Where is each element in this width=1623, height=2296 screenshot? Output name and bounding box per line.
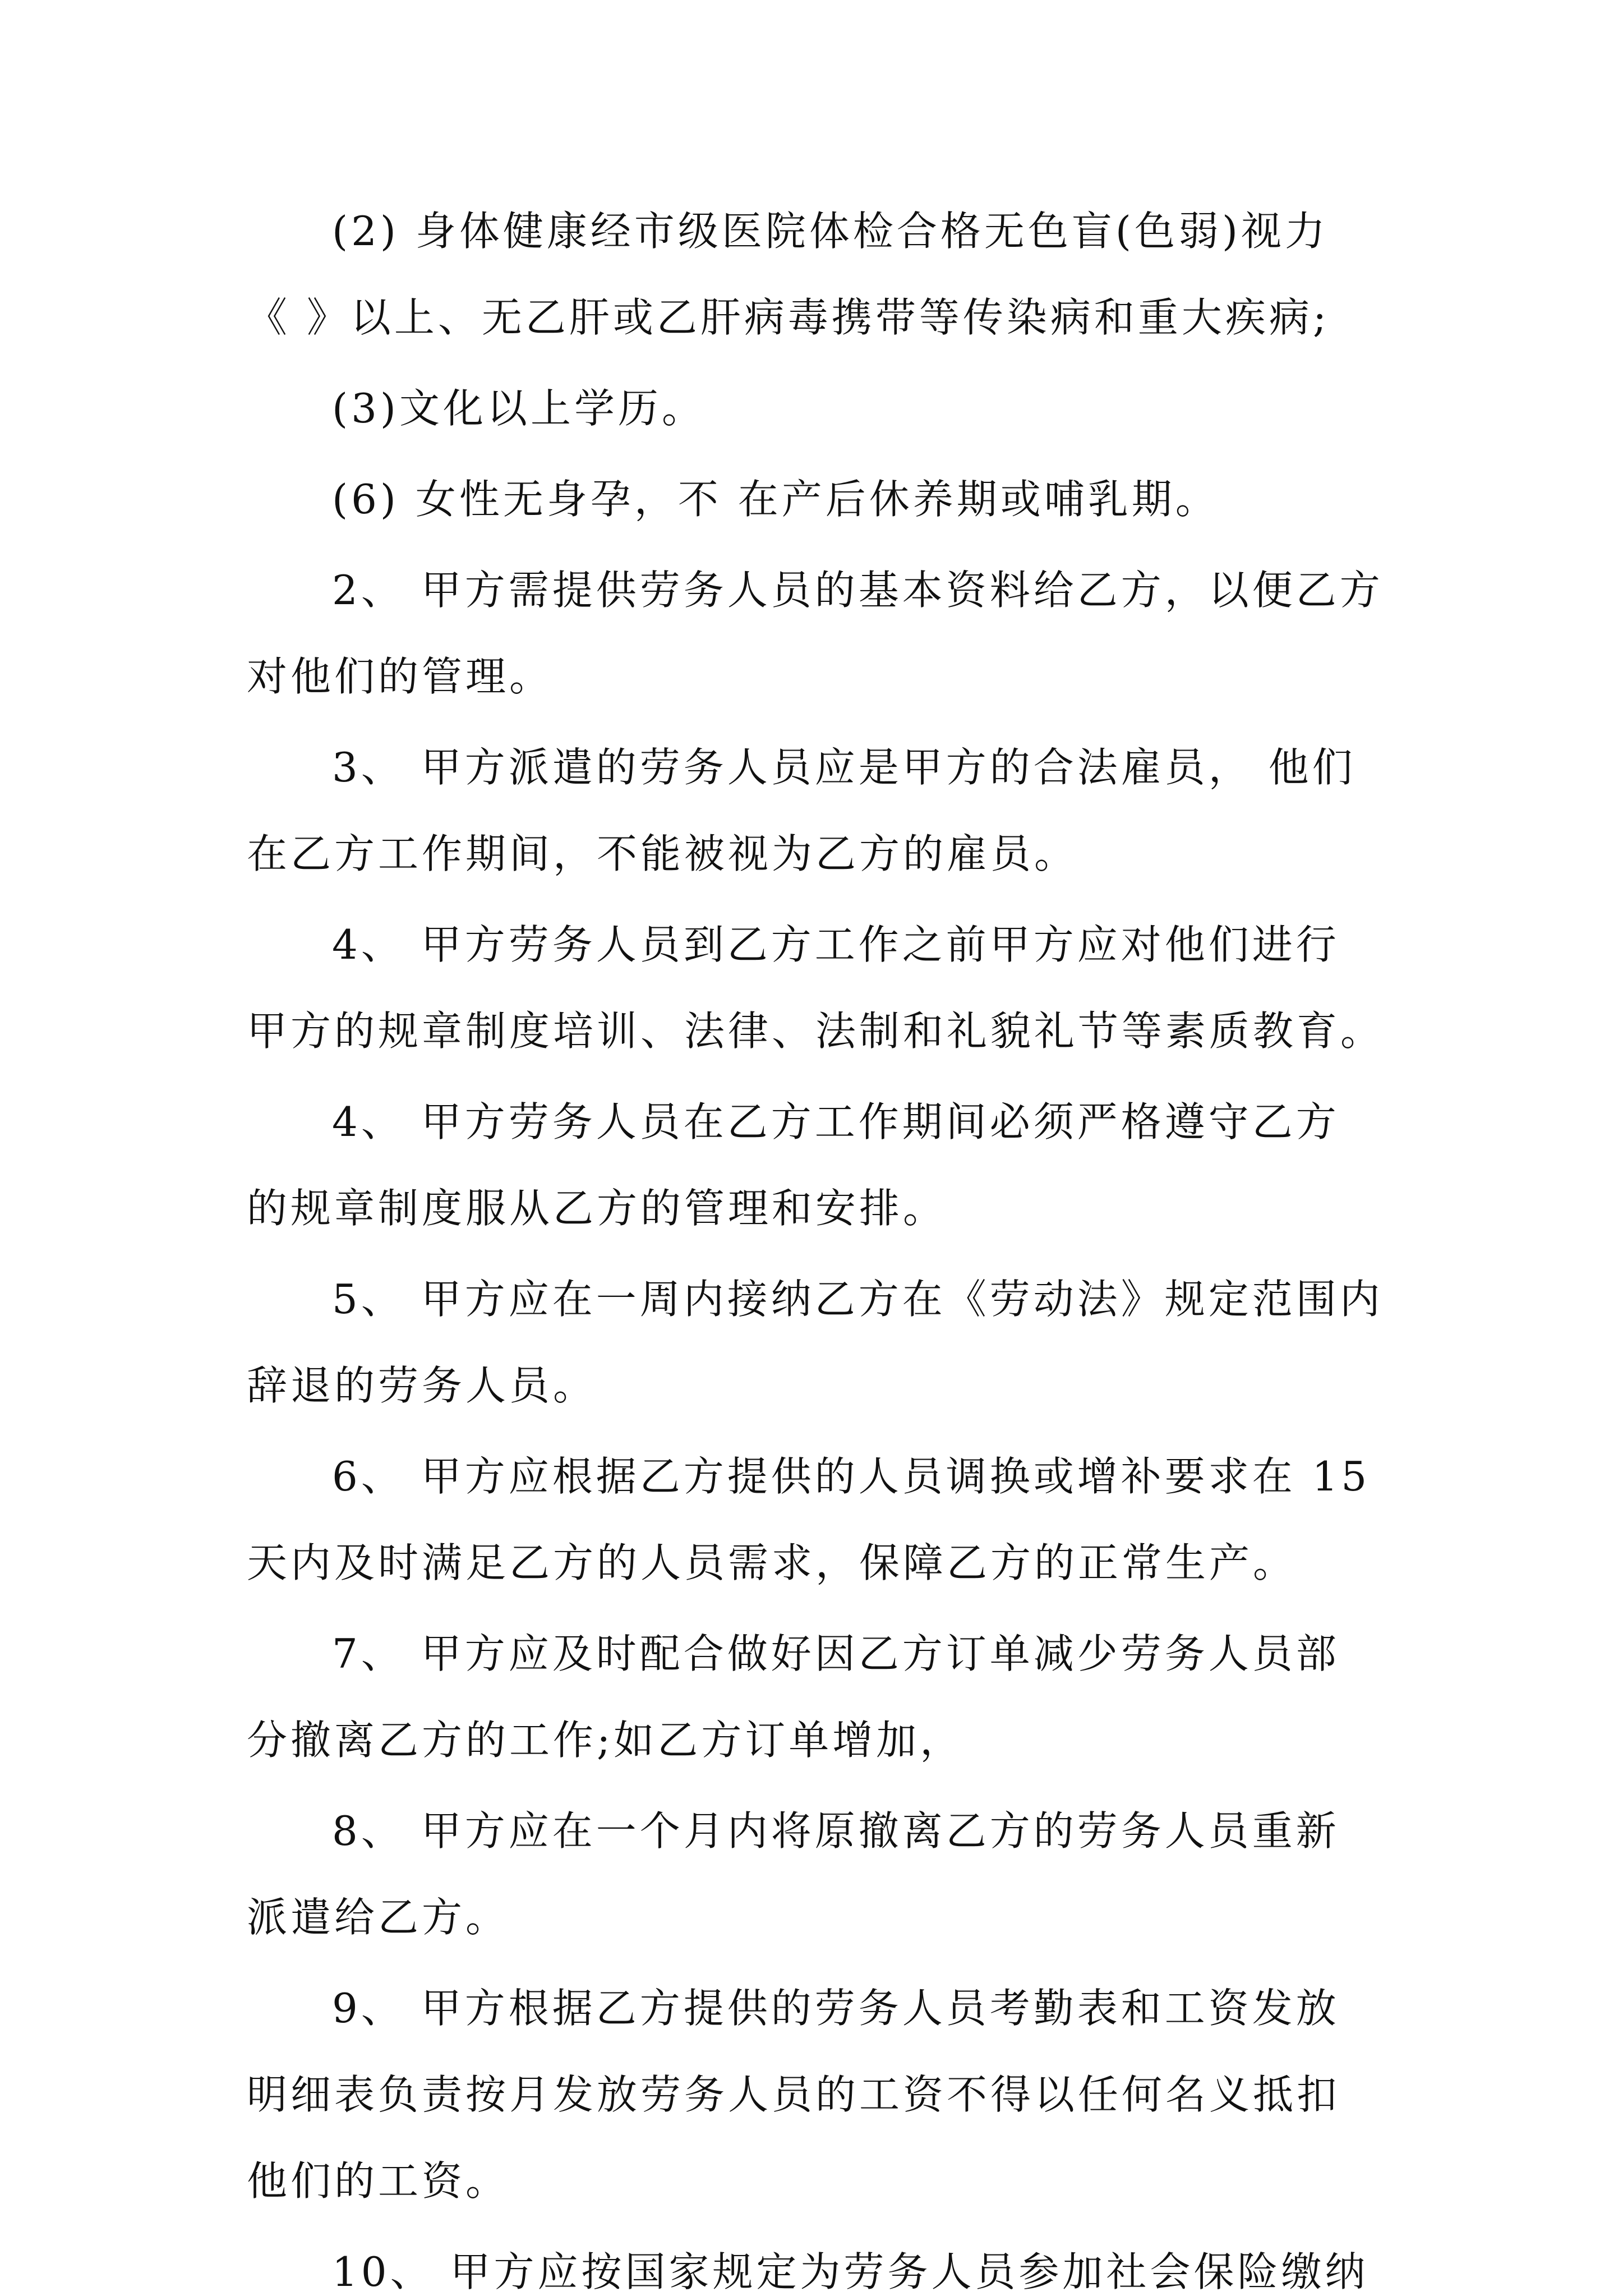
paragraph-line: (3)文化以上学历。 <box>332 385 706 432</box>
paragraph-line: 《 》以上、无乙肝或乙肝病毒携带等传染病和重大疾病; <box>247 294 1330 341</box>
paragraph-line: 明细表负责按月发放劳务人员的工资不得以任何名义抵扣 <box>247 2071 1341 2118</box>
paragraph-line: 8、 甲方应在一个月内将原撤离乙方的劳务人员重新 <box>332 1807 1340 1855</box>
paragraph-line: 他们的工资。 <box>247 2157 510 2205</box>
paragraph-line: (6) 女性无身孕，不 在产后休养期或哺乳期。 <box>332 476 1219 523</box>
paragraph-item-7 <box>247 1630 1391 1764</box>
paragraph-item-3 <box>247 744 1391 877</box>
paragraph-item-2 <box>247 567 1391 700</box>
paragraph-line: 天内及时满足乙方的人员需求，保障乙方的正常生产。 <box>247 1539 1297 1586</box>
paragraph-line: 甲方的规章制度培训、法律、法制和礼貌礼节等素质教育。 <box>247 1007 1385 1055</box>
paragraph-line: (2) 身体健康经市级医院体检合格无色盲(色弱)视力 <box>332 208 1329 255</box>
paragraph-line: 9、 甲方根据乙方提供的劳务人员考勤表和工资发放 <box>332 1985 1340 2032</box>
paragraph-line: 5、 甲方应在一周内接纳乙方在《劳动法》规定范围内 <box>332 1276 1384 1323</box>
paragraph-line: 2、 甲方需提供劳务人员的基本资料给乙方，以便乙方 <box>332 567 1384 614</box>
paragraph-pregnancy <box>247 476 1391 523</box>
paragraph-line: 在乙方工作期间，不能被视为乙方的雇员。 <box>247 830 1078 877</box>
paragraph-line: 派遣给乙方。 <box>247 1894 510 1941</box>
paragraph-line: 分撤离乙方的工作;如乙方订单增加， <box>247 1717 964 1764</box>
paragraph-education <box>247 385 1391 432</box>
paragraph-line: 的规章制度服从乙方的管理和安排。 <box>247 1185 947 1232</box>
paragraph-line: 3、 甲方派遣的劳务人员应是甲方的合法雇员， 他们 <box>332 744 1356 791</box>
paragraph-item-10 <box>247 2248 1391 2295</box>
paragraph-item-4b <box>247 1098 1391 1232</box>
paragraph-item-9 <box>247 1985 1391 2205</box>
paragraph-line: 4、 甲方劳务人员在乙方工作期间必须严格遵守乙方 <box>332 1098 1340 1145</box>
paragraph-line: 7、 甲方应及时配合做好因乙方订单减少劳务人员部 <box>332 1630 1340 1677</box>
paragraph-item-6 <box>247 1453 1391 1586</box>
paragraph-line: 6、 甲方应根据乙方提供的人员调换或增补要求在 15 <box>332 1453 1371 1500</box>
paragraph-item-4a <box>247 921 1391 1055</box>
paragraph-line: 10、 甲方应按国家规定为劳务人员参加社会保险缴纳 <box>332 2248 1369 2295</box>
paragraph-line: 4、 甲方劳务人员到乙方工作之前甲方应对他们进行 <box>332 921 1340 968</box>
paragraph-line: 辞退的劳务人员。 <box>247 1362 597 1409</box>
paragraph-health-requirement <box>247 208 1391 341</box>
paragraph-line: 对他们的管理。 <box>247 653 554 700</box>
paragraph-item-8 <box>247 1807 1391 1941</box>
paragraph-item-5 <box>247 1276 1391 1409</box>
document-body <box>247 208 1391 2295</box>
